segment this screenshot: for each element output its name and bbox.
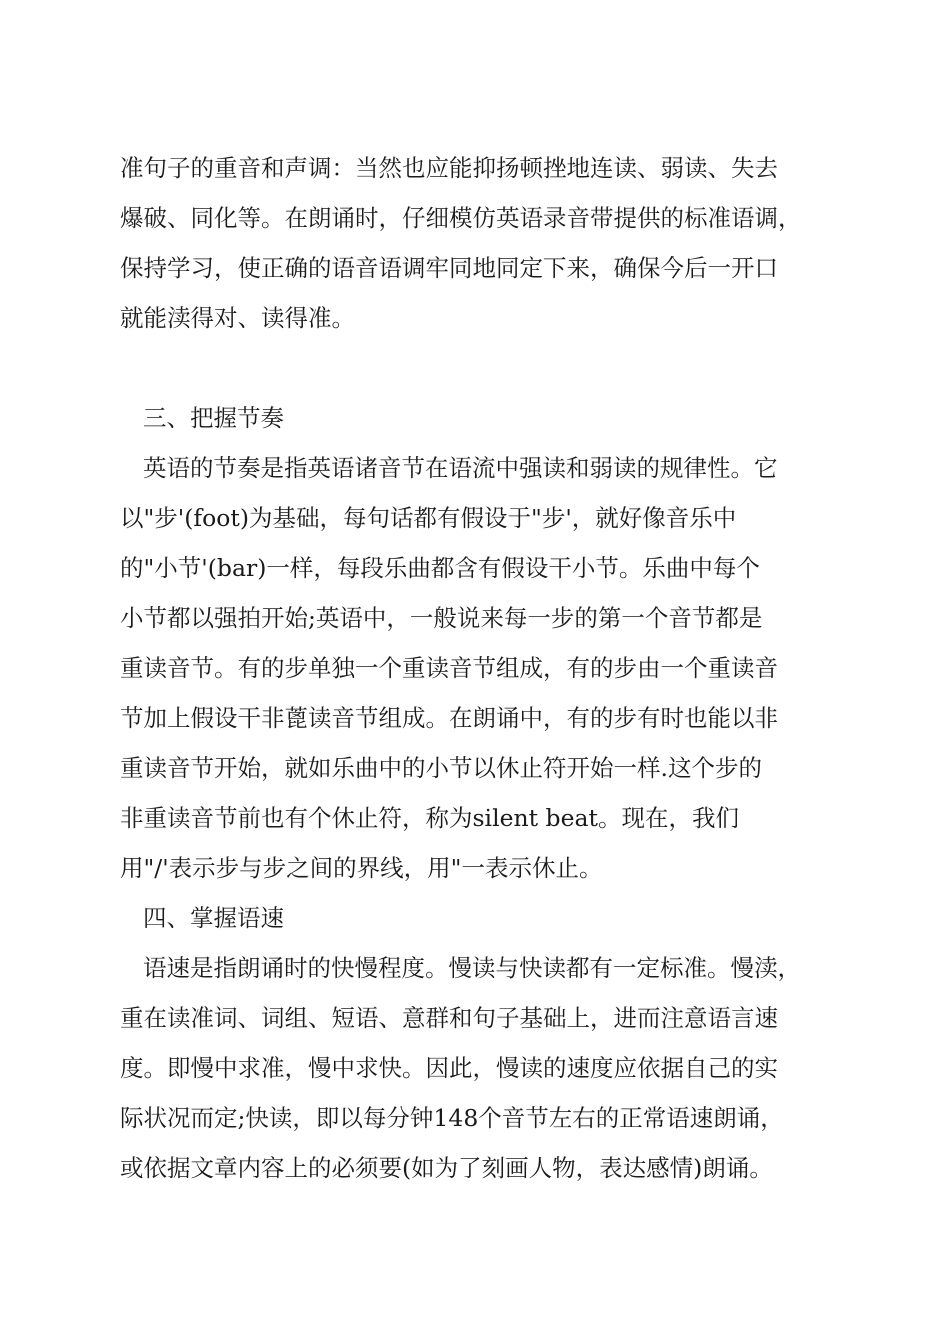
paragraph-2-line-6: 节加上假设干非蓖读音节组成。在朗诵中，有的步有时也能以非 xyxy=(120,704,778,732)
paragraph-3-line-2: 重在读准词、词组、短语、意群和句子基础上，进而注意语言速 xyxy=(120,1004,778,1032)
paragraph-2-line-1: 英语的节奏是指英语诸音节在语流中强读和弱读的规律性。它 xyxy=(143,454,778,482)
paragraph-2-line-9: 用"/'表示步与步之间的界线，用"一表示休止。 xyxy=(120,854,603,882)
paragraph-3-line-1: 语速是指朗诵时的快慢程度。慢读与快读都有一定标准。慢渎， xyxy=(143,954,801,982)
paragraph-2-line-2: 以"步'(foot)为基础，每句话都有假设于"步'，就好像音乐中 xyxy=(120,504,737,532)
paragraph-1-line-1: 准句子的重音和声调：当然也应能抑扬顿挫地连读、弱读、失去 xyxy=(120,154,778,182)
paragraph-1-line-3: 保持学习，使正确的语音语调牢同地同定下来，确保今后一开口 xyxy=(120,254,778,282)
paragraph-1-line-4: 就能渎得对、读得准。 xyxy=(120,304,355,332)
paragraph-1-line-2: 爆破、同化等。在朗诵时，仔细模仿英语录音带提供的标准语调， xyxy=(120,204,802,232)
paragraph-2-line-7: 重读音节开始，就如乐曲中的小节以休止符开始一样.这个步的 xyxy=(120,754,762,782)
paragraph-2-line-8: 非重读音节前也有个休止符，称为silent beat。现在，我们 xyxy=(120,804,739,832)
paragraph-3-line-3: 度。即慢中求准，慢中求快。因此，慢读的速度应依据自己的实 xyxy=(120,1054,778,1082)
paragraph-3-line-5: 或依据文章内容上的必须要(如为了刻画人物，表达感情)朗诵。 xyxy=(120,1154,773,1182)
section-heading-rhythm: 三、把握节奏 xyxy=(143,404,284,432)
paragraph-2-line-5: 重读音节。有的步单独一个重读音节组成，有的步由一个重读音 xyxy=(120,654,778,682)
section-heading-speed: 四、掌握语速 xyxy=(143,904,284,932)
paragraph-2-line-4: 小节都以强拍开始;英语中，一般说来每一步的第一个音节都是 xyxy=(120,604,763,632)
paragraph-3-line-4: 际状况而定;快读，即以每分钟148个音节左右的正常语速朗诵， xyxy=(120,1104,784,1132)
paragraph-2-line-3: 的"小节'(bar)一样，每段乐曲都含有假设干小节。乐曲中每个 xyxy=(120,554,760,582)
